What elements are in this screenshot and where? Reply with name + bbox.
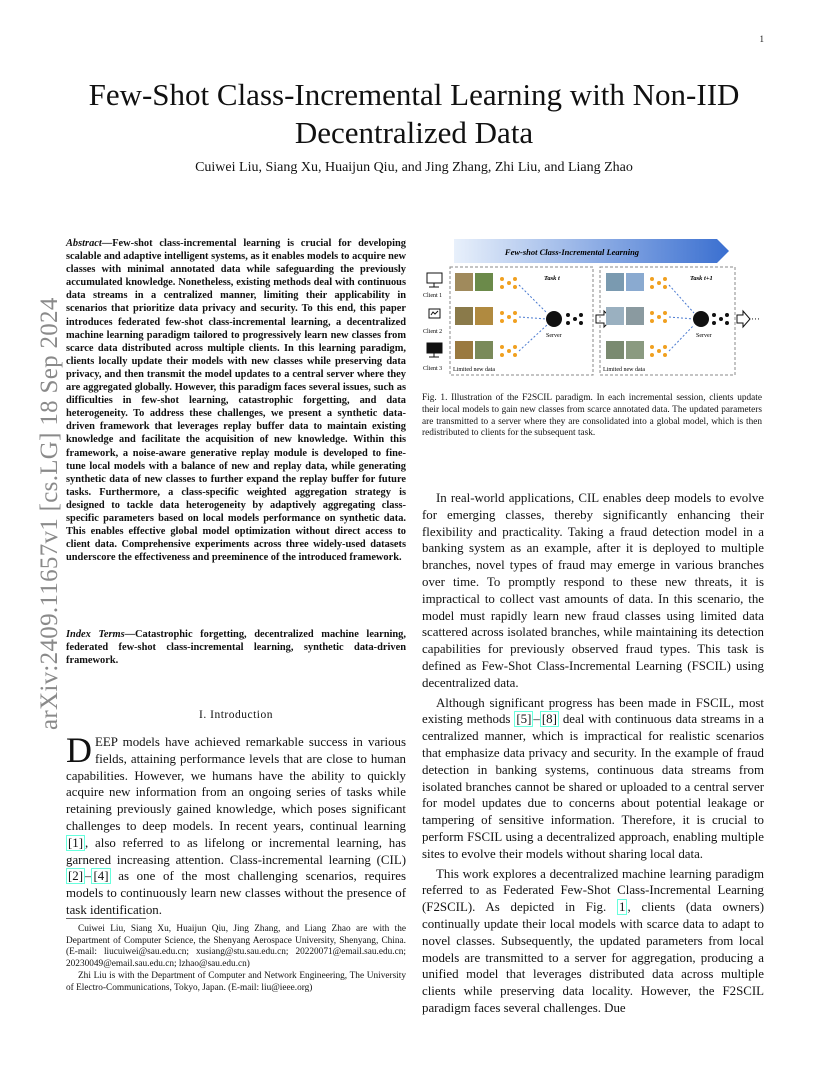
server-model-icon-next	[712, 313, 729, 325]
paragraph-text: deal with continuous data streams in a centralized manner, which is impractical for realistic scenarios that emphasize data privacy and security. In the example of fraud detection in banking systems, continuous data streams from isolated branches cannot be shared or uploaded to a central server for model updates due to concerns about potential leakage or tampering of sensitive information. Therefore, it is crucial to perform FSCIL using a decentralized approach, enabling multiple sites to evolve their models without sharing local data.	[422, 712, 764, 861]
author-list: Cuiwei Liu, Siang Xu, Huaijun Qiu, and Jing Zhang, Zhi Liu, and Liang Zhao	[195, 160, 633, 175]
paragraph-text: This work explores a decentralized machine learning paradigm referred to as Federated Few-Shot Class-Incremental Learning (F2SCIL). As depicted in Fig.	[422, 866, 764, 915]
paragraph	[422, 866, 764, 1017]
limited-data-label: Limited new data	[453, 367, 495, 373]
index-terms-label: Index Terms	[66, 629, 125, 640]
limited-data-label-next: Limited new data	[603, 367, 645, 373]
client-icons	[427, 273, 442, 357]
task-t-label: Task t	[544, 275, 560, 282]
paragraph-text: –	[533, 712, 540, 727]
client-1-label: Client 1	[423, 293, 443, 299]
footnote-affiliation-2: Zhi Liu is with the Department of Computer and Network Engineering, The University of Electro-Communications, Tokyo, Japan. (E-mail: liu@ieee.org)	[66, 970, 406, 993]
client-3-label: Client 3	[423, 366, 443, 372]
footnotes	[66, 924, 406, 994]
footnote-rule	[66, 918, 146, 919]
paragraph	[422, 695, 764, 863]
drop-cap: D	[66, 730, 92, 770]
index-terms-text: —Catastrophic forgetting, decentralized machine learning, federated few-shot class-incremental learning, synthetic data-driven framework.	[66, 629, 406, 667]
page-number: 1	[759, 34, 764, 44]
index-terms	[66, 628, 406, 667]
citation-link[interactable]: [8]	[541, 712, 557, 727]
link-arrows	[519, 285, 547, 351]
abstract-text: —Few-shot class-incremental learning is crucial for developing scalable and adaptive intelligent systems, as it enables models to acquire new classes with minimal annotated data while safeguarding the previously accumulated knowledge. Nonetheless, existing methods deal with continuous data streams in a centralized manner, limiting their applicability in scenarios that prioritize data privacy and security. To this end, this paper introduces federated few-shot class-incremental learning, a decentralized machine learning paradigm tailored to progressively learn new classes from scarce data distributed across multiple clients. In this learning paradigm, clients locally update their models with new classes while preserving data privacy, and then transmit the model updates to a central server where they are aggregated globally. However, this paradigm faces several issues, such as difficulties in few-shot learning, catastrophic forgetting, and data heterogeneity. To address these challenges, we present a synthetic data-driven framework that leverages replay buffer data to maintain existing knowledge and facilitate the acquisition of new knowledge. Within this framework, a noise-aware generative replay module is developed to fine-tune local models with a balance of new and replay data, while generating synthetic data of new classes to further expand the replay buffer for future tasks. Furthermore, a class-specific weighted aggregation strategy is designed to tackle data heterogeneity by adaptively aggregating class-specific parameters based on local models performance on synthetic data. This enables effective global model optimization without direct access to client data. Comprehensive experiments across three widely-used datasets underscore the effectiveness and preeminence of the introduced framework.	[66, 238, 406, 564]
section-heading: I. Introduction	[199, 709, 273, 721]
title-line-2: Decentralized Data	[294, 115, 534, 150]
figure-caption: Fig. 1. Illustration of the F2SCIL paradigm. In each incremental session, clients update their local models to gain new classes from scarce annotated data. The updated parameters are transmitted to a server where they are consolidated into a global model, which is then redistributed to clients for the subsequent task.	[422, 393, 762, 439]
client-2-label: Client 2	[423, 329, 443, 335]
abstract	[66, 237, 406, 564]
link-arrows-next	[669, 285, 694, 351]
citation-link[interactable]: [5]	[516, 712, 532, 727]
figure-ref-link[interactable]: 1	[619, 900, 626, 915]
citation-link[interactable]: [1]	[68, 835, 84, 850]
intro-text: as one of the most challenging scenarios, requires models to continuously learn new classes without the presence of task identification.	[66, 869, 406, 917]
banner-label: Few-shot Class-Incremental Learning	[504, 247, 640, 257]
model-icons	[500, 277, 517, 357]
paragraph-text: In real-world applications, CIL enables deep models to evolve for emerging classes, thereby significantly enhancing their flexibility and practicality. Taking a fraud detection model in a banking system as an example, after it is deployed to multiple branches, novel types of fraud may emerge in various branches over time. To promptly respond to these new threats, it is impractical to collect vast amounts of data. In this scenario, the model must rapidly learn new fraud classes using limited data scattered across isolated branches, while maintaining its detection capabilities for previously observed fraud types. This task is defined as Few-Shot Class-Incremental Learning (FSCIL) using decentralized data.	[422, 491, 764, 690]
citation-link[interactable]: [4]	[93, 869, 109, 884]
server-label-next: Server	[696, 333, 712, 339]
paragraph-text: Although significant progress has been made in FSCIL, most existing methods	[422, 695, 764, 727]
server-label: Server	[546, 333, 562, 339]
model-icons-next	[650, 277, 667, 357]
citation-link[interactable]: [2]	[68, 869, 84, 884]
task-t1-label: Task t+1	[690, 275, 713, 282]
server-icon	[546, 311, 562, 327]
intro-text: EEP models have achieved remarkable success in various fields, attaining performance levels that are close to human capabilities. However, we humans have the ability to quickly acquire new information from an ongoing series of tasks while retaining previously gained knowledge, which poses significant challenges to deep models. In recent years, continual learning	[66, 735, 406, 833]
right-column-text	[422, 490, 764, 1020]
figure-1	[422, 235, 762, 385]
continue-ellipsis: ···	[751, 314, 760, 324]
paragraph	[422, 490, 764, 692]
client-image-grid-next	[606, 273, 644, 359]
intro-paragraph	[66, 730, 406, 919]
footnote-affiliation: Cuiwei Liu, Siang Xu, Huaijun Qiu, Jing Zhang, and Liang Zhao are with the Department of Computer Science, the Shenyang Aerospace University, Shenyang, China. (E-mail: liucuiwei@sau.edu.cn; xusiang@stu.sau.edu.cn; 20220071@email.sau.edu.cn; 20230049@email.sau.edu.cn; lzhao@sau.edu.cn)	[66, 924, 406, 970]
title-line-1: Few-Shot Class-Incremental Learning with Non-IID	[88, 77, 740, 112]
arxiv-watermark: arXiv:2409.11657v1 [cs.LG] 18 Sep 2024	[36, 297, 63, 730]
intro-text: , also referred to as lifelong or incremental learning, has garnered increasing attention. Class-incremental learning (CIL)	[66, 835, 406, 867]
paper-title	[40, 76, 788, 152]
paragraph-text: , clients (data owners) continually update their local models with scarce data to adapt to novel classes. Subsequently, the updated parameters from local models are transmitted to a server for aggregation, producing a unified model that leverages distributed data across multiple clients while preserving data locality. However, the F2SCIL paradigm faces several challenges. Due	[422, 900, 764, 1015]
client-image-grid	[455, 273, 493, 359]
server-icon-next	[693, 311, 709, 327]
server-model-icon	[566, 313, 583, 325]
intro-text: –	[85, 869, 92, 884]
abstract-label: Abstract	[66, 238, 102, 249]
continue-arrow	[737, 311, 750, 327]
